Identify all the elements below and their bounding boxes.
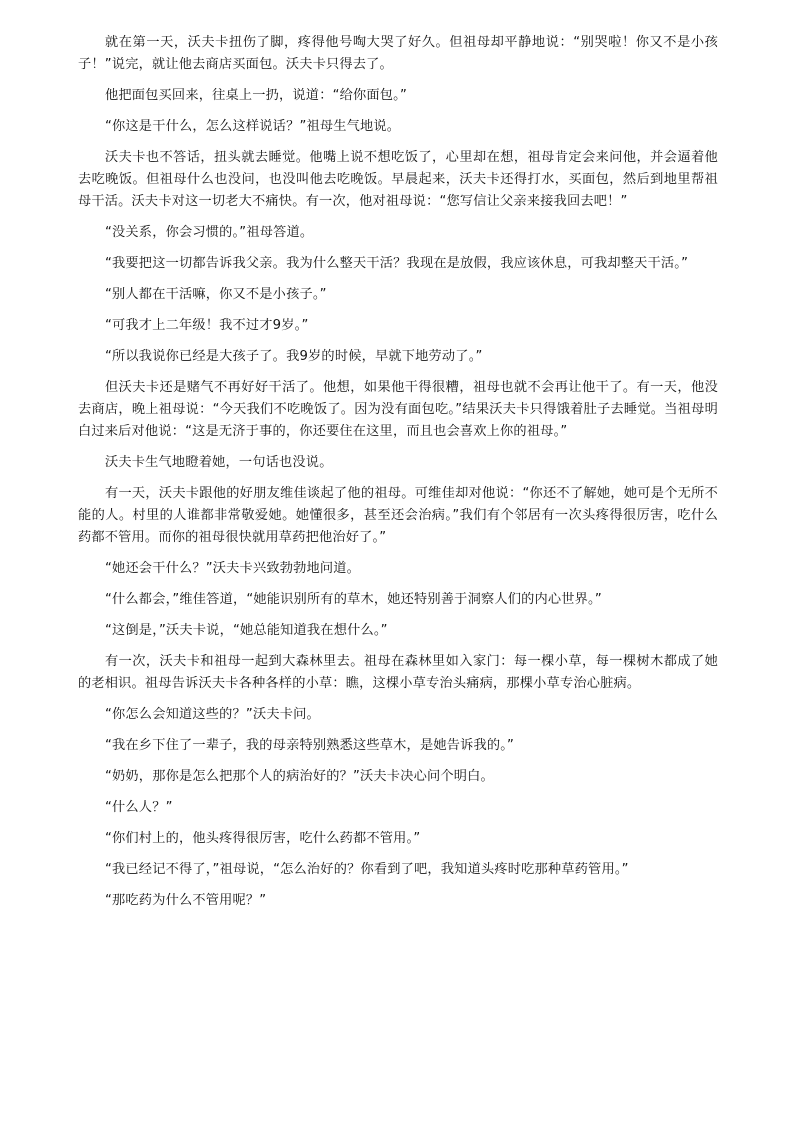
paragraph-13: “她还会干什么？”沃夫卡兴致勃勃地问道。	[105, 561, 361, 576]
paragraph-22: “我已经记不得了，”祖母说，“怎么治好的？你看到了吧，我知道头疼时吃那种草药管用。”	[105, 862, 629, 877]
paragraph-21: “你们村上的，他头疼得很厉害，吃什么药都不管用。”	[105, 831, 421, 846]
paragraph-7: “别人都在干活嘛，你又不是小孩子。”	[105, 287, 327, 302]
paragraph-8: “可我才上二年级！我不过才9岁。”	[105, 318, 309, 333]
paragraph-19: “奶奶，那你是怎么把那个人的病治好的？”沃夫卡决心问个明白。	[105, 769, 494, 784]
paragraph-4: 沃夫卡也不答话，扭头就去睡觉。他嘴上说不想吃饭了，心里却在想，祖母肯定会来问他，并会逼着他去吃晚饭。但祖母什么也没问，也没叫他去吃晚饭。早晨起来，沃夫卡还得打水，买面包，然后到地里帮祖母干活。沃夫卡对这一切老大不痛快。有一次，他对祖母说：“您写信让父亲来接我回去吧！”	[78, 150, 718, 209]
paragraph-1: 就在第一天，沃夫卡扭伤了脚，疼得他号啕大哭了好久。但祖母却平静地说：“别哭啦！你又不是小孩子！”说完，就让他去商店买面包。沃夫卡只得去了。	[78, 35, 718, 72]
paragraph-2: 他把面包买回来，往桌上一扔，说道：“给你面包。”	[105, 88, 407, 103]
paragraph-18: “我在乡下住了一辈子，我的母亲特别熟悉这些草木，是她告诉我的。”	[105, 738, 515, 753]
paragraph-20: “什么人？”	[105, 800, 173, 815]
paragraph-12: 有一天，沃夫卡跟他的好朋友维佳谈起了他的祖母。可维佳却对他说：“你还不了解她，她可是个无所不能的人。村里的人谁都非常敬爱她。她懂很多，甚至还会治病。”我们有个邻居有一次头疼得很厉害，吃什么药都不管用。而你的祖母很快就用草药把他治好了。”	[78, 486, 718, 545]
paragraph-16: 有一次，沃夫卡和祖母一起到大森林里去。祖母在森林里如入家门：每一棵小草，每一棵树木都成了她的老相识。祖母告诉沃夫卡各种各样的小草：瞧，这棵小草专治头痛病，那棵小草专治心脏病。	[78, 654, 718, 691]
paragraph-23: “那吃药为什么不管用呢？”	[105, 893, 267, 908]
paragraph-9: “所以我说你已经是大孩子了。我9岁的时候，早就下地劳动了。”	[105, 349, 483, 364]
paragraph-3: “你这是干什么，怎么这样说话？”祖母生气地说。	[105, 119, 401, 134]
paragraph-17: “你怎么会知道这些的？”沃夫卡问。	[105, 707, 320, 722]
paragraph-5: “没关系，你会习惯的。”祖母答道。	[105, 225, 314, 240]
paragraph-10: 但沃夫卡还是赌气不再好好干活了。他想，如果他干得很糟，祖母也就不会再让他干了。有一天，他没去商店，晚上祖母说：“今天我们不吃晚饭了。因为没有面包吃。”结果沃夫卡只得饿着肚子去睡觉。当祖母明白过来后对他说：“这是无济于事的，你还要住在这里，而且也会喜欢上你的祖母。”	[78, 380, 718, 439]
document-body	[78, 32, 718, 921]
paragraph-14: “什么都会，”维佳答道，“她能识别所有的草木，她还特别善于洞察人们的内心世界。”	[105, 592, 602, 607]
paragraph-15: “这倒是，”沃夫卡说，“她总能知道我在想什么。”	[105, 623, 388, 638]
paragraph-11: 沃夫卡生气地瞪着她，一句话也没说。	[105, 455, 333, 470]
paragraph-6: “我要把这一切都告诉我父亲。我为什么整天干活？我现在是放假，我应该休息，可我却整天干活。”	[105, 256, 689, 271]
